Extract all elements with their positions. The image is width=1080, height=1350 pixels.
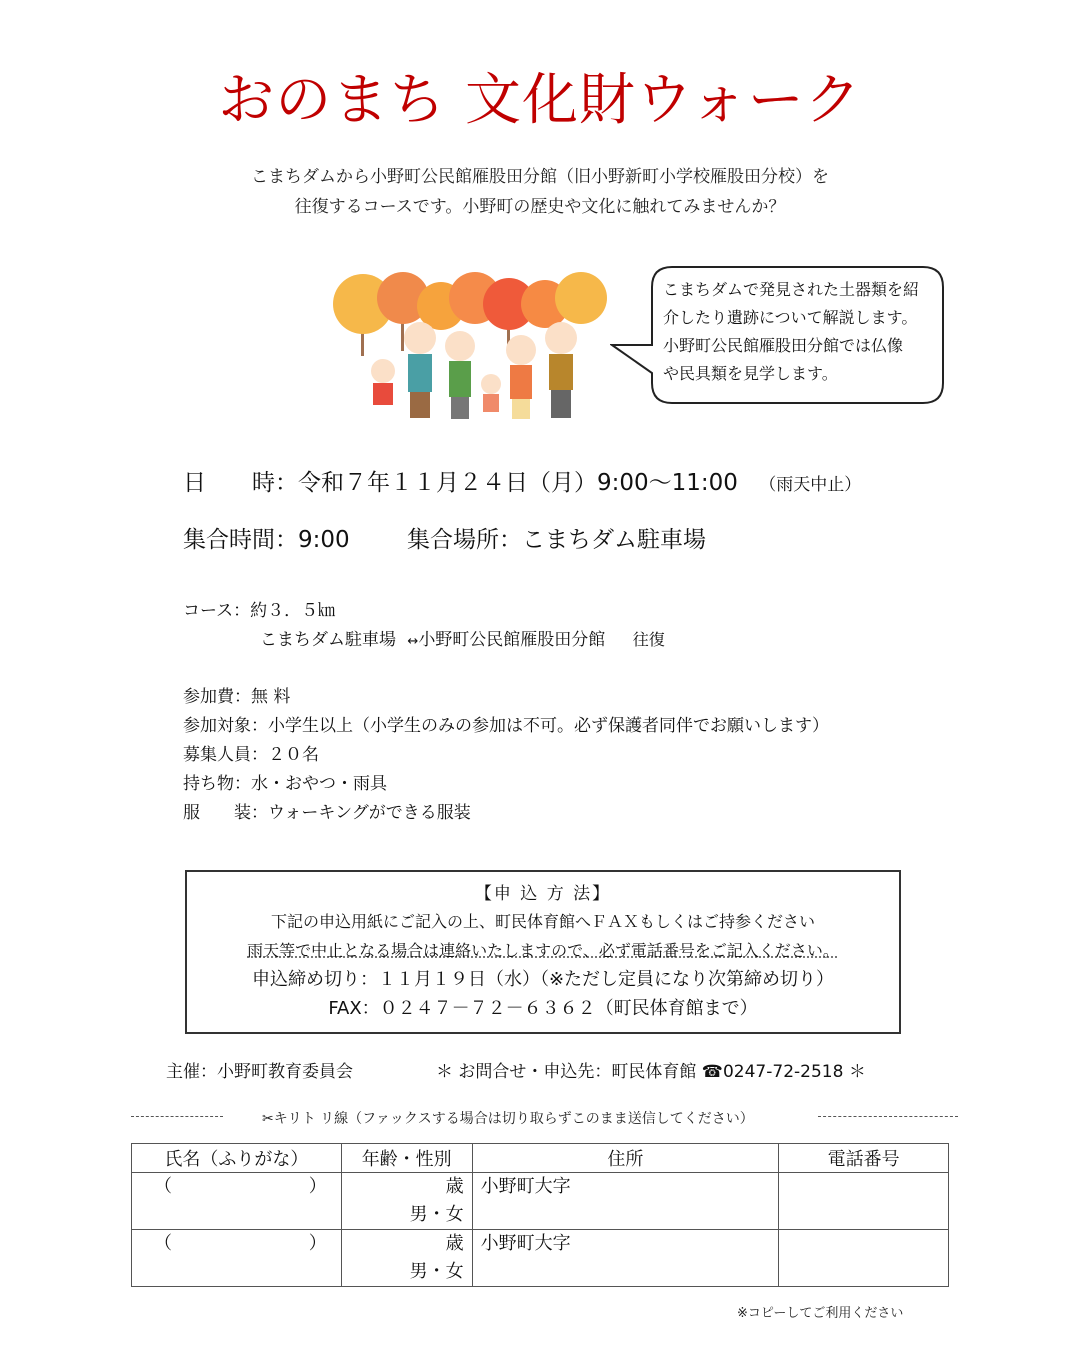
age-unit: 歳 — [445, 1233, 464, 1254]
course-distance: 約３．５㎞ — [250, 601, 336, 621]
course-route — [260, 625, 665, 650]
apply-line-2-text: 雨天等で中止となる場合は連絡いたしますので、必ず電話番号をご記入ください。 — [247, 941, 839, 960]
datetime-label: 日 時： — [183, 470, 298, 496]
meeting-time-value: 9:00 — [298, 527, 350, 553]
apply-heading: 【申 込 方 法】 — [474, 884, 612, 904]
gender-option[interactable]: 男・女 — [409, 1204, 464, 1225]
header-name: 氏名（ふりがな） — [132, 1144, 342, 1173]
application-form-table — [131, 1143, 949, 1287]
paren-open: （ — [154, 1176, 172, 1197]
meeting-row — [183, 521, 706, 554]
address-field[interactable] — [472, 1173, 779, 1230]
phone-field[interactable] — [779, 1230, 949, 1287]
detail-label: 持ち物： — [183, 774, 251, 794]
detail-label: 服 装： — [183, 803, 268, 823]
paren-open: （ — [154, 1233, 172, 1254]
header-age-gender: 年齢・性別 — [341, 1144, 472, 1173]
detail-fee — [183, 682, 290, 707]
apply-line-2 — [185, 938, 901, 961]
detail-capacity — [183, 740, 319, 765]
header-address: 住所 — [472, 1144, 779, 1173]
table-row — [132, 1173, 949, 1230]
table-header-row — [132, 1144, 949, 1173]
cut-line-label: ✂キリト リ線（ファックスする場合は切り取らずこのまま送信してください） — [262, 1111, 754, 1127]
bubble-line-2: 介したり遺跡について解説します。 — [663, 308, 918, 327]
meeting-time-label: 集合時間： — [183, 527, 298, 553]
apply-line-1: 下記の申込用紙にご記入の上、町民体育館へＦＡＸもしくはご持参ください — [270, 912, 815, 931]
name-field[interactable] — [132, 1230, 342, 1287]
detail-belongings — [183, 769, 387, 794]
course-from: こまちダム駐車場 — [260, 630, 396, 650]
paren-close: ） — [308, 1176, 327, 1197]
detail-value: 無 料 — [251, 687, 291, 707]
address-field[interactable] — [472, 1230, 779, 1287]
header-phone: 電話番号 — [779, 1144, 949, 1173]
name-field[interactable] — [132, 1173, 342, 1230]
age-gender-field[interactable] — [341, 1173, 472, 1230]
course-row — [183, 596, 335, 621]
detail-value: 水・おやつ・雨具 — [251, 774, 387, 794]
detail-eligibility — [183, 711, 829, 736]
detail-label: 参加費： — [183, 687, 251, 707]
copy-note: ※コピーしてご利用ください — [737, 1306, 904, 1321]
two-way-arrow-icon: ↔ — [407, 634, 419, 649]
bubble-line-3: 小野町公民館雁股田分館では仏像 — [663, 336, 904, 355]
address-prefix: 小野町大字 — [480, 1176, 571, 1197]
detail-clothing — [183, 798, 471, 823]
rain-cancel-note: （雨天中止） — [759, 475, 862, 495]
apply-deadline: 申込締め切り：１１月１９日（水）（※ただし定員になり次第締め切り） — [251, 969, 835, 990]
detail-label: 参加対象： — [183, 716, 268, 736]
phone-field[interactable] — [779, 1173, 949, 1230]
table-row — [132, 1230, 949, 1287]
course-to: 小野町公民館雁股田分館 — [418, 630, 606, 650]
age-unit: 歳 — [445, 1176, 464, 1197]
intro-line-1: こまちダムから小野町公民館雁股田分館（旧小野新町小学校雁股田分校）を — [251, 167, 829, 187]
datetime-row — [183, 464, 861, 497]
detail-label: 募集人員： — [183, 745, 268, 765]
course-type: 往復 — [632, 630, 665, 649]
gender-option[interactable]: 男・女 — [409, 1261, 464, 1282]
intro-line-2: 往復するコースです。小野町の歴史や文化に触れてみませんか？ — [294, 197, 786, 217]
age-gender-field[interactable] — [341, 1230, 472, 1287]
cut-line-right — [818, 1116, 958, 1117]
organizer-contact: ＊ お問合せ・申込先：町民体育館 ☎0247-72-2518 ＊ — [436, 1062, 866, 1082]
apply-fax: FAX：０２４７－７２－６３６２（町民体育館まで） — [328, 998, 758, 1019]
cut-line-left — [131, 1116, 223, 1117]
page-title: おのまち 文化財ウォーク — [218, 68, 862, 133]
bubble-line-4: や民具類を見学します。 — [663, 364, 838, 383]
datetime-value: 令和７年１１月２４日（月）9:00〜11:00 — [298, 470, 738, 496]
course-label: コース： — [183, 601, 251, 621]
family-walking-illustration — [333, 266, 613, 426]
detail-value: 小学生以上（小学生のみの参加は不可。必ず保護者同伴でお願いします） — [268, 716, 829, 736]
meeting-place-label: 集合場所： — [406, 527, 522, 553]
organizer-host: 主催：小野町教育委員会 — [166, 1062, 353, 1082]
meeting-place-value: こまちダム駐車場 — [521, 527, 706, 553]
address-prefix: 小野町大字 — [480, 1233, 571, 1254]
paren-close: ） — [308, 1233, 327, 1254]
detail-value: ウォーキングができる服装 — [268, 803, 471, 823]
bubble-line-1: こまちダムで発見された土器類を紹 — [663, 280, 920, 299]
detail-value: ２０名 — [268, 745, 319, 765]
